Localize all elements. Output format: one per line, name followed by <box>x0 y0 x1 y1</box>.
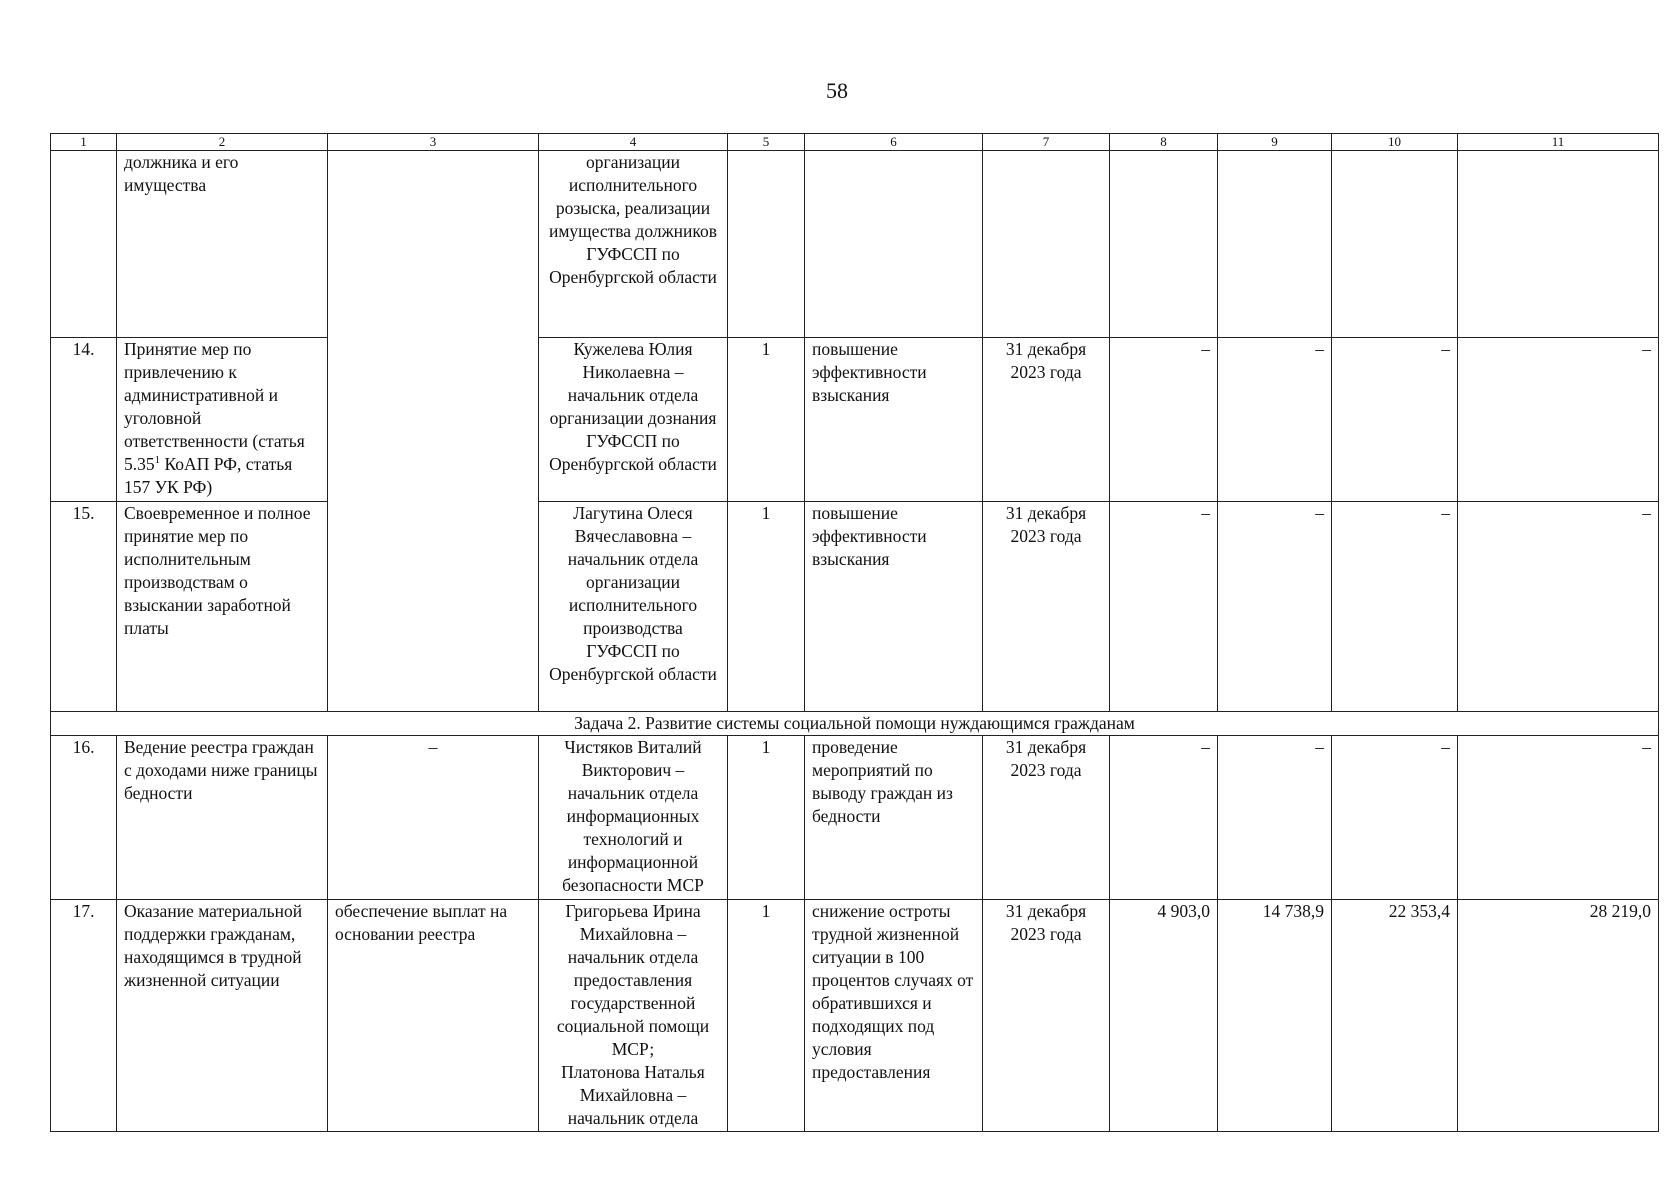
table-row <box>51 338 1659 502</box>
value-col11: – <box>1458 338 1659 502</box>
column-number: 2 <box>117 134 328 151</box>
expected-result: повышение эффективности взыскания <box>805 338 983 502</box>
column-number: 1 <box>51 134 117 151</box>
deadline: 31 декабря 2023 года <box>983 900 1110 1132</box>
responsible-person: Чистяков Виталий Викторович – начальник отдела информационных технологий и информационной безопасности МСР <box>539 736 728 900</box>
responsible-person: организации исполнительного розыска, реализации имущества должников ГУФССП по Оренбургской области <box>539 151 728 338</box>
expected-result: проведение мероприятий по выводу граждан из бедности <box>805 736 983 900</box>
deadline: 31 декабря 2023 года <box>983 502 1110 712</box>
column-number: 11 <box>1458 134 1659 151</box>
col5-value: 1 <box>728 338 805 502</box>
value-col11: – <box>1458 502 1659 712</box>
column-number: 7 <box>983 134 1110 151</box>
column-number: 3 <box>328 134 539 151</box>
row-number: 15. <box>51 502 117 712</box>
col5-value <box>728 151 805 338</box>
row-number: 16. <box>51 736 117 900</box>
value-col9: – <box>1218 502 1332 712</box>
value-col8 <box>1110 151 1218 338</box>
value-col10 <box>1332 151 1458 338</box>
expected-result <box>805 151 983 338</box>
table-row <box>51 736 1659 900</box>
value-col10: – <box>1332 736 1458 900</box>
measure-title: должника и его имущества <box>117 151 328 338</box>
expected-result: снижение остроты трудной жизненной ситуации в 100 процентов случаях от обратившихся и подходящих под условия предоставления <box>805 900 983 1132</box>
deadline: 31 декабря 2023 года <box>983 338 1110 502</box>
value-col9: – <box>1218 338 1332 502</box>
column-number: 6 <box>805 134 983 151</box>
value-col10: 22 353,4 <box>1332 900 1458 1132</box>
row-number <box>51 151 117 338</box>
page-number: 58 <box>826 78 848 103</box>
value-col11 <box>1458 151 1659 338</box>
measure-title: Своевременное и полное принятие мер по исполнительным производствам о взыскании заработной платы <box>117 502 328 712</box>
column-number: 9 <box>1218 134 1332 151</box>
value-col8: – <box>1110 338 1218 502</box>
table-row <box>51 151 1659 338</box>
table-row <box>51 900 1659 1132</box>
col5-value: 1 <box>728 736 805 900</box>
col5-value: 1 <box>728 502 805 712</box>
value-col10: – <box>1332 338 1458 502</box>
expected-result: повышение эффективности взыскания <box>805 502 983 712</box>
responsible-person <box>539 900 728 1132</box>
value-col9 <box>1218 151 1332 338</box>
column-number-row <box>51 134 1659 151</box>
value-col8: – <box>1110 736 1218 900</box>
value-col9: – <box>1218 736 1332 900</box>
task-heading-row <box>51 712 1659 736</box>
measure-description: обеспечение выплат на основании реестра <box>328 900 539 1132</box>
responsible-person-1: Григорьева Ирина Михайловна – начальник отдела предоставления государственной социальной помощи МСР; <box>556 901 710 1059</box>
value-col8: 4 903,0 <box>1110 900 1218 1132</box>
column-number: 4 <box>539 134 728 151</box>
measure-description: – <box>328 736 539 900</box>
responsible-person-2: Платонова Наталья Михайловна – начальник отдела <box>561 1062 705 1128</box>
value-col9: 14 738,9 <box>1218 900 1332 1132</box>
column-number: 8 <box>1110 134 1218 151</box>
value-col8: – <box>1110 502 1218 712</box>
column-number: 5 <box>728 134 805 151</box>
column-number: 10 <box>1332 134 1458 151</box>
plan-table <box>50 133 1659 1132</box>
row-number: 14. <box>51 338 117 502</box>
measure-description <box>328 151 539 712</box>
deadline <box>983 151 1110 338</box>
col5-value: 1 <box>728 900 805 1132</box>
task-heading: Задача 2. Развитие системы социальной помощи нуждающимся гражданам <box>51 712 1659 736</box>
value-col11: – <box>1458 736 1659 900</box>
responsible-person: Лагутина Олеся Вячеславовна – начальник отдела организации исполнительного производства ГУФССП по Оренбургской области <box>539 502 728 712</box>
value-col11: 28 219,0 <box>1458 900 1659 1132</box>
deadline: 31 декабря 2023 года <box>983 736 1110 900</box>
measure-title: Принятие мер по привлечению к административной и уголовной ответственности (статья 5.35$^1$ КоАП РФ, статья 157 УК РФ) <box>117 338 328 502</box>
measure-title: Ведение реестра граждан с доходами ниже границы бедности <box>117 736 328 900</box>
row-number: 17. <box>51 900 117 1132</box>
value-col10: – <box>1332 502 1458 712</box>
measure-title: Оказание материальной поддержки гражданам, находящимся в трудной жизненной ситуации <box>117 900 328 1132</box>
table-row <box>51 502 1659 712</box>
responsible-person: Кужелева Юлия Николаевна – начальник отдела организации дознания ГУФССП по Оренбургской области <box>539 338 728 502</box>
